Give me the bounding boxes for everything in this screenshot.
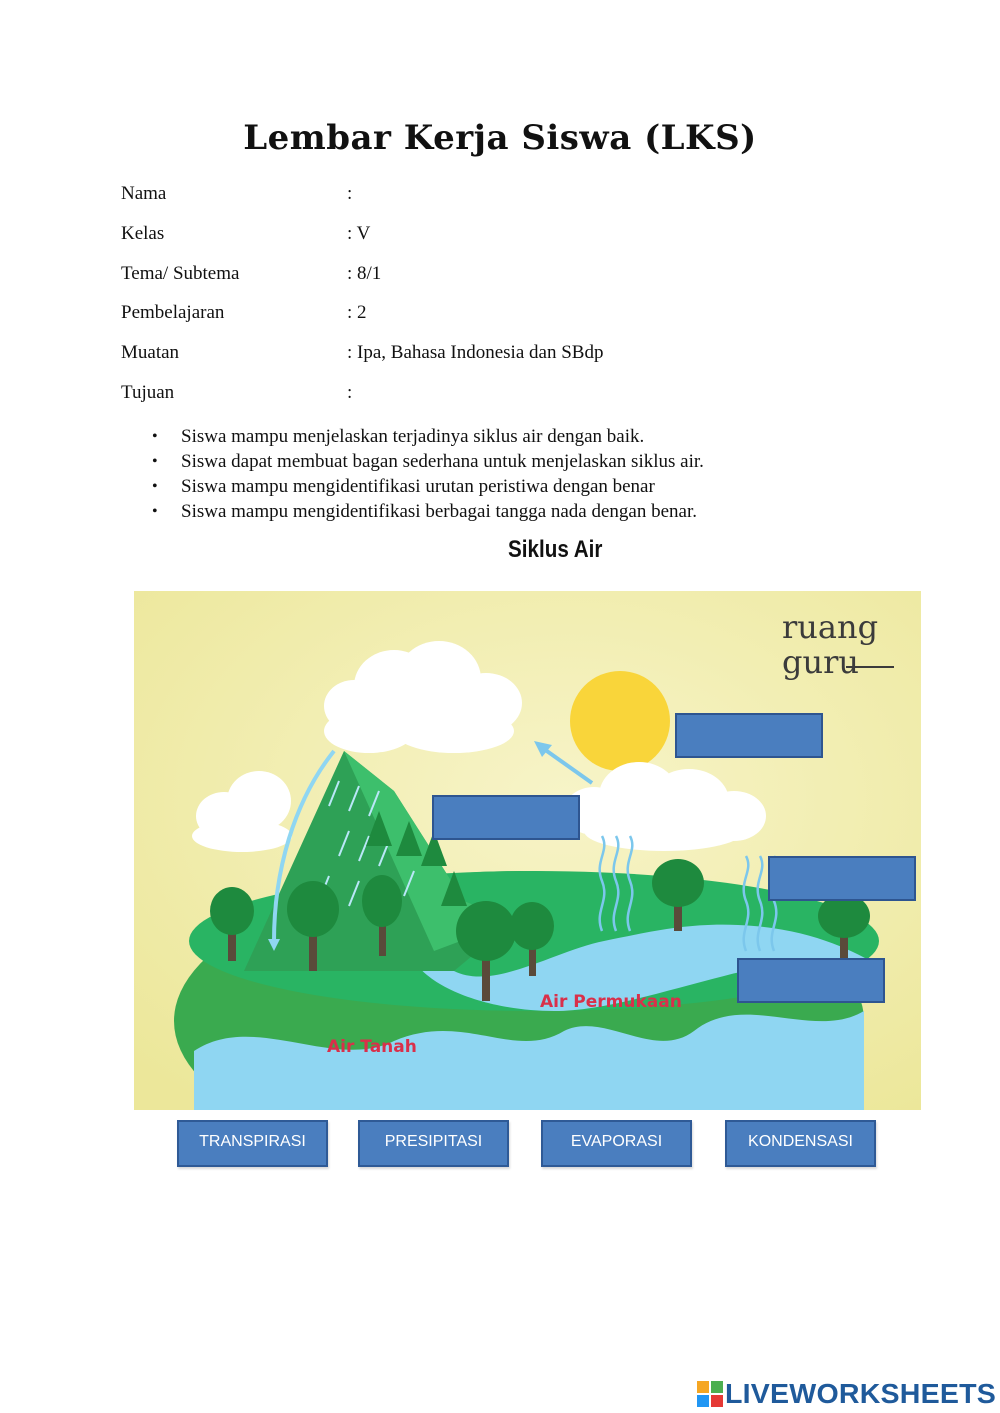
goal-item [148,474,704,499]
goal-item [148,499,704,524]
goal-text: Siswa mampu mengidentifikasi urutan peristiwa dengan benar [181,476,655,497]
liveworksheets-logo-icon [697,1381,723,1407]
info-label: Kelas [121,223,165,244]
label-air-permukaan: Air Permukaan [540,992,682,1012]
info-label: Tujuan [121,382,175,403]
sun-icon [570,671,670,771]
info-label: Nama [121,183,167,204]
goal-text: Siswa mampu mengidentifikasi berbagai tangga nada dengan benar. [181,501,698,522]
goals-list [148,424,704,524]
info-value: : 8/1 [347,263,382,284]
bullet-icon: • [152,453,158,470]
info-label: Pembelajaran [121,302,225,323]
brand-name: LIVEWORKSHEETS [725,1378,997,1409]
water-cycle-diagram [134,591,921,1110]
drop-zone-1[interactable] [675,713,823,758]
info-label: Tema/ Subtema [121,263,240,284]
bullet-icon: • [152,478,158,495]
bullet-icon: • [152,503,158,520]
drop-zone-2[interactable] [432,795,580,840]
logo-line1: ruang [782,608,879,646]
info-value: : V [347,223,371,244]
answer-chip-transpirasi[interactable]: TRANSPIRASI [177,1120,328,1167]
label-air-tanah: Air Tanah [327,1037,417,1057]
answer-chip-presipitasi[interactable]: PRESIPITASI [358,1120,509,1167]
info-value: : [347,183,353,204]
info-value: : [347,382,353,403]
goal-text: Siswa mampu menjelaskan terjadinya siklus air dengan baik. [181,426,645,447]
info-value: : Ipa, Bahasa Indonesia dan SBdp [347,342,604,363]
info-label: Muatan [121,342,180,363]
info-value: : 2 [347,302,367,323]
goal-text: Siswa dapat membuat bagan sederhana untuk menjelaskan siklus air. [181,451,704,472]
worksheet-title: Lembar Kerja Siswa (LKS) [243,118,757,158]
bullet-icon: • [152,428,158,445]
section-title: Siklus Air [508,536,603,563]
drop-zone-3[interactable] [768,856,916,901]
goal-item [148,449,704,474]
answer-chip-kondensasi[interactable]: KONDENSASI [725,1120,876,1167]
goal-item [148,424,704,449]
answer-chip-evaporasi[interactable]: EVAPORASI [541,1120,692,1167]
drop-zone-4[interactable] [737,958,885,1003]
logo-line2: guru [782,643,859,681]
